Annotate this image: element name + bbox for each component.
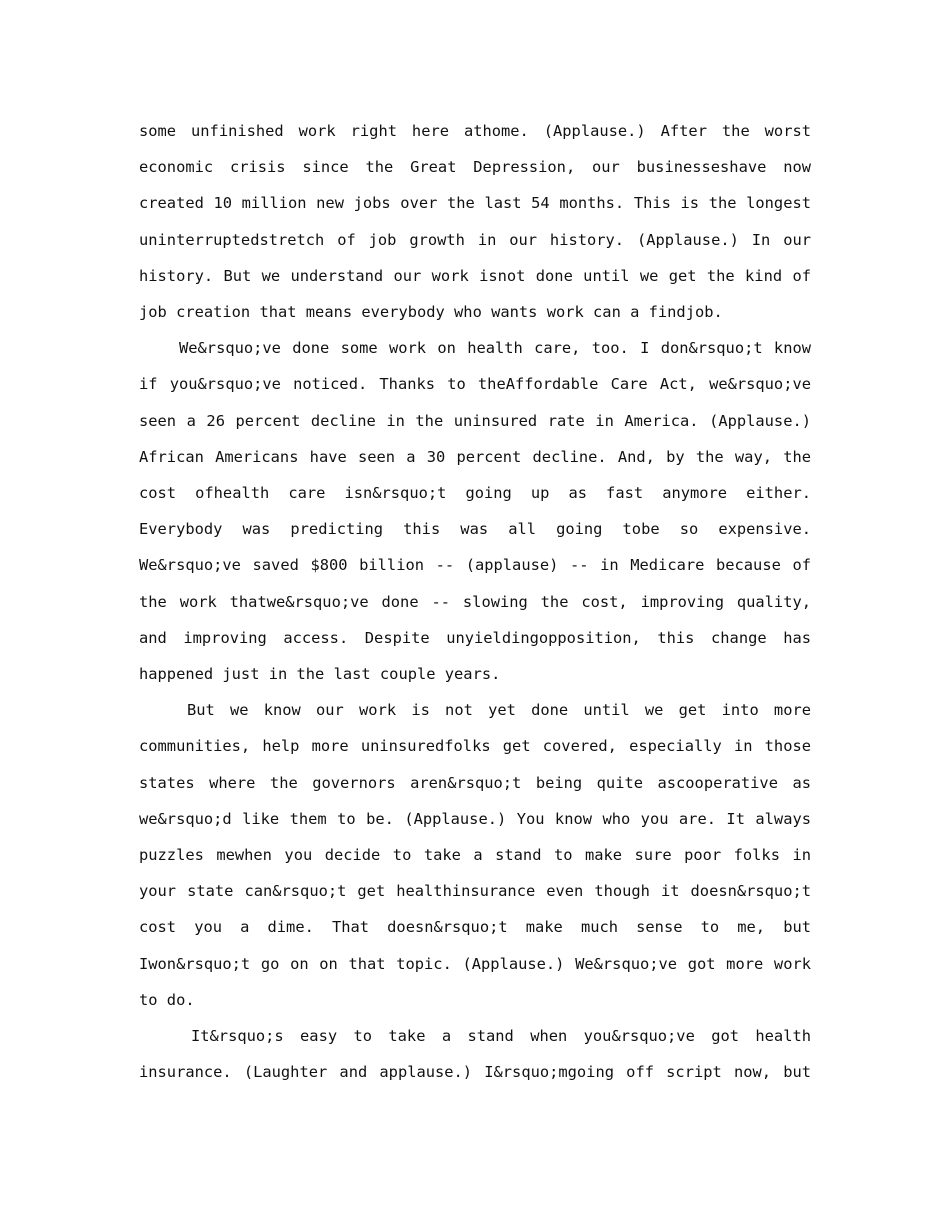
text-line: states where the governors aren&rsquo;t being quite ascooperative as <box>139 773 811 792</box>
text-line: economic crisis since the Great Depression, our businesseshave now <box>139 158 811 177</box>
text-line: puzzles mewhen you decide to take a stand to make sure poor folks in <box>139 846 811 865</box>
text-line: But we know our work is not yet done until we get into more <box>187 701 811 720</box>
paragraph-3 <box>139 692 811 1018</box>
text-line: to do. <box>139 990 195 1009</box>
text-line: insurance. (Laughter and applause.) I&rsquo;mgoing off script now, but <box>139 1063 811 1082</box>
text-line: the work thatwe&rsquo;ve done -- slowing the cost, improving quality, <box>139 592 811 611</box>
text-line: uninterruptedstretch of job growth in our history. (Applause.) In our <box>139 230 811 249</box>
text-line: happened just in the last couple years. <box>139 665 501 684</box>
text-line: We&rsquo;ve done some work on health care, too. I don&rsquo;t know <box>179 339 811 358</box>
text-line: and improving access. Despite unyieldingopposition, this change has <box>139 628 811 647</box>
text-line: cost ofhealth care isn&rsquo;t going up as fast anymore either. <box>139 484 811 503</box>
paragraph-2 <box>139 330 811 692</box>
text-line: some unfinished work right here athome. (Applause.) After the worst <box>139 122 811 140</box>
text-line: history. But we understand our work isnot done until we get the kind of <box>139 266 811 285</box>
text-line: African Americans have seen a 30 percent decline. And, by the way, the <box>139 447 811 466</box>
paragraph-4 <box>139 1018 811 1090</box>
text-line: Everybody was predicting this was all going tobe so expensive. <box>139 520 811 539</box>
text-line: seen a 26 percent decline in the uninsured rate in America. (Applause.) <box>139 411 811 430</box>
text-line: cost you a dime. That doesn&rsquo;t make much sense to me, but <box>139 918 811 937</box>
document-body <box>139 113 811 1090</box>
text-line: if you&rsquo;ve noticed. Thanks to theAffordable Care Act, we&rsquo;ve <box>139 375 811 394</box>
paragraph-1 <box>139 113 811 330</box>
text-line: we&rsquo;d like them to be. (Applause.) You know who you are. It always <box>139 809 811 828</box>
text-line: created 10 million new jobs over the last 54 months. This is the longest <box>139 194 811 213</box>
text-line: It&rsquo;s easy to take a stand when you&rsquo;ve got health <box>191 1027 811 1046</box>
text-line: job creation that means everybody who wants work can a findjob. <box>139 303 723 322</box>
text-line: We&rsquo;ve saved $800 billion -- (applause) -- in Medicare because of <box>139 556 811 575</box>
text-line: your state can&rsquo;t get healthinsurance even though it doesn&rsquo;t <box>139 882 811 901</box>
text-line: communities, help more uninsuredfolks get covered, especially in those <box>139 737 811 756</box>
text-line: Iwon&rsquo;t go on on that topic. (Applause.) We&rsquo;ve got more work <box>139 954 811 973</box>
